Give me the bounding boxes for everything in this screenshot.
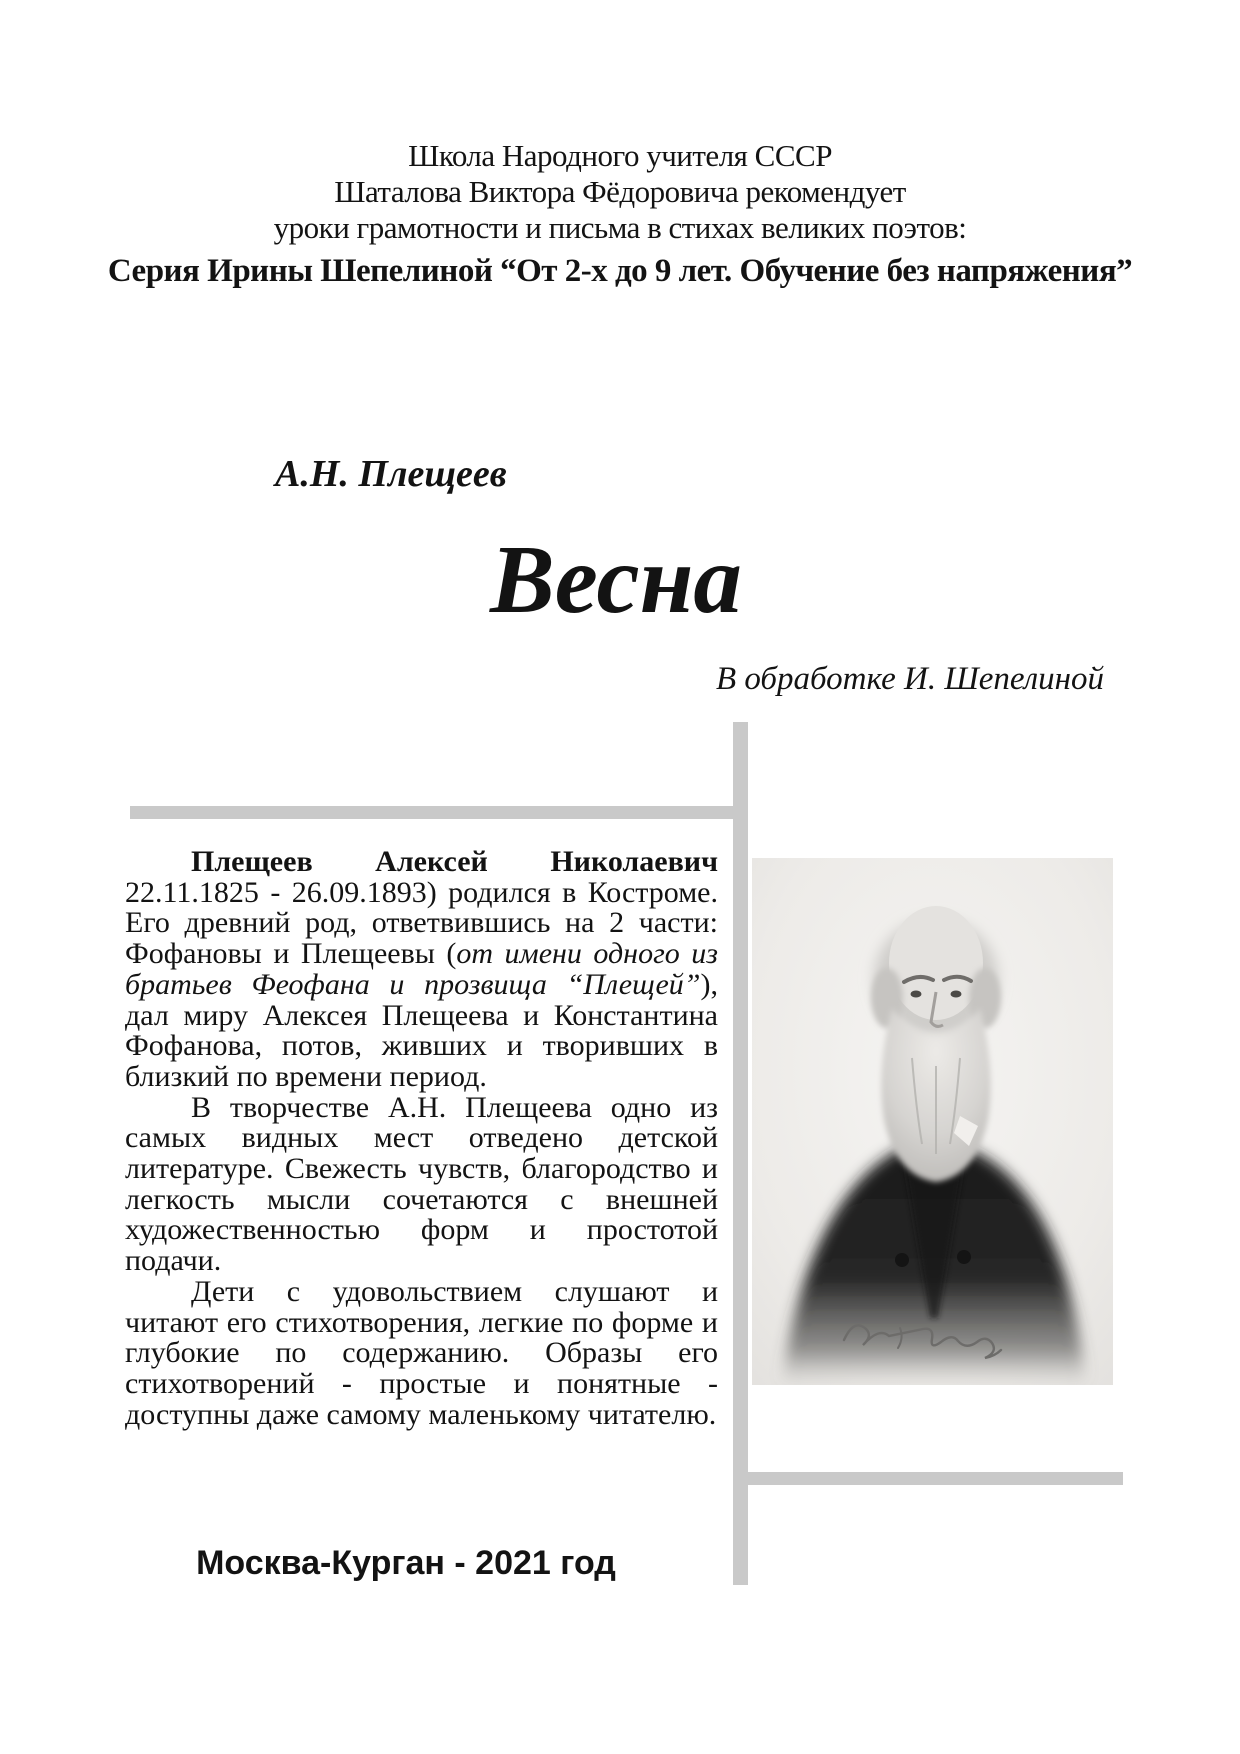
poem-title: Весна (490, 526, 742, 633)
header-line-3: уроки грамотности и письма в стихах великих поэтов: (273, 210, 967, 245)
series-title: Серия Ирины Шепелиной “От 2-х до 9 лет. Обучение без напряжения” (107, 253, 1133, 289)
bio-paragraph-3: Дети с удовольствием слушают и читают его стихотворения, легкие по форме и глубокие по содержанию. Образы его стихотворений - простые и понятные - доступны даже самому маленькому читателю. (125, 1274, 718, 1431)
horizontal-rule-right (748, 1472, 1123, 1485)
bio-text-b: ), дал миру Алексея Плещеева и Константина Фофанова, потов, живших и творивших в близкий по времени период. (125, 967, 718, 1093)
bio-lead-name: Плещеев Алексей Николаевич (191, 845, 718, 878)
header-line-1: Школа Народного учителя СССР (408, 138, 832, 173)
header-line-2: Шаталова Виктора Фёдоровича рекомендует (334, 174, 906, 209)
portrait-image (752, 858, 1113, 1385)
horizontal-rule-left (130, 806, 733, 819)
bio-paragraph-1 (125, 847, 718, 1093)
portrait-photo (752, 858, 1113, 1385)
bio-italic-run: от имени одного из братьев Феофана и прозвища “Плещей” (125, 937, 718, 1001)
imprint-line: Москва-Курган - 2021 год (196, 1544, 616, 1582)
bio-text-a: 22.11.1825 - 26.09.1893) родился в Костроме. Его древний род, ответвившись на 2 части: Фофановы и Плещеевы ( (125, 875, 718, 971)
adaptation-credit: В обработке И. Шепелиной (715, 661, 1104, 697)
header (68, 138, 1172, 291)
biography-text (125, 847, 718, 1430)
vertical-rule (733, 722, 748, 1585)
author-name: А.Н. Плещеев (275, 453, 507, 495)
bio-paragraph-2: В творчестве А.Н. Плещеева одно из самых видных мест отведено детской литературе. Свежесть чувств, благородство и легкость мысли сочетаются с внешней художественностью форм и простотой подачи. (125, 1090, 718, 1278)
